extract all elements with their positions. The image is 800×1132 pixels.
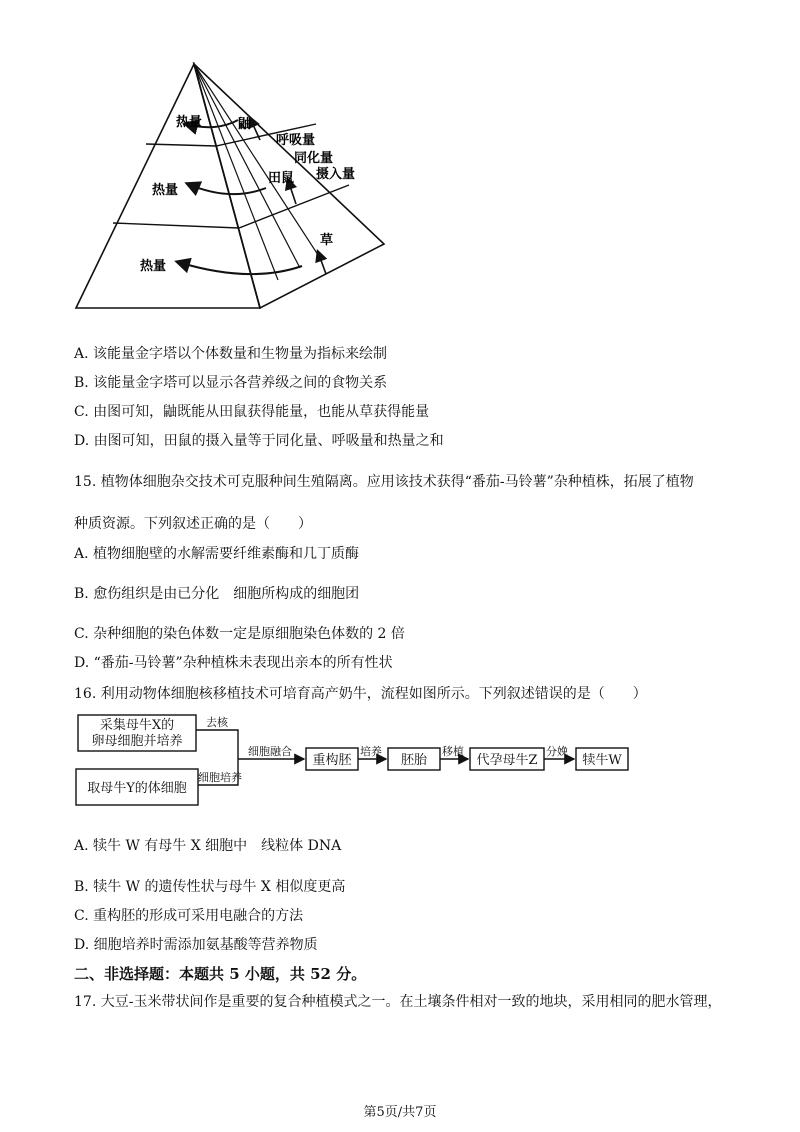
label-heat-middle: 热量 [152, 183, 179, 198]
flow-text-box5: 代孕母牛Z [476, 753, 538, 768]
q16-option-a: A. 犊牛 W 有母牛 X 细胞中 线粒体 DNA [74, 838, 342, 854]
flow-text-box1-line2: 卵母细胞并培养 [91, 734, 183, 749]
q16-option-b: B. 犊牛 W 的遗传性状与母牛 X 相似度更高 [74, 879, 346, 895]
label-respiration: 呼吸量 [276, 133, 316, 148]
flow-line-enucleate [196, 730, 238, 759]
label-heat-bottom: 热量 [140, 259, 167, 274]
pyramid-outline [76, 64, 384, 308]
q15-option-d: D. “番茄-马铃薯”杂种植株未表现出亲本的所有性状 [74, 655, 393, 671]
energy-pyramid-figure [70, 62, 390, 318]
q14-option-a: A. 该能量金字塔以个体数量和生物量为指标来绘制 [74, 346, 388, 362]
flow-text-box1-line1: 采集母牛X的 [99, 718, 175, 733]
flow-label-enucleate: 去核 [206, 716, 228, 729]
q16-stem: 16. 利用动物体细胞核移植技术可培育高产奶牛，流程如图所示。下列叙述错误的是（ ） [74, 686, 647, 702]
nuclear-transfer-flowchart [70, 712, 640, 808]
flow-text-box3: 重构胚 [312, 753, 352, 768]
flow-label-transplant: 移植 [442, 745, 464, 758]
flow-label-fusion: 细胞融合 [248, 745, 292, 758]
q15-stem-line1: 15. 植物体细胞杂交技术可克服种间生殖隔离。应用该技术获得“番茄-马铃薯”杂种植株，拓展了植物 [74, 474, 694, 490]
flow-label-culture: 细胞培养 [198, 771, 242, 784]
q15-option-c: C. 杂种细胞的染色体数一定是原细胞染色体数的 2 倍 [74, 626, 405, 642]
q15-stem-line2: 种质资源。下列叙述正确的是（ ） [74, 516, 312, 532]
q15-option-b: B. 愈伤组织是由已分化 细胞所构成的细胞团 [74, 586, 360, 602]
section2-title: 二、非选择题：本题共 5 小题，共 52 分。 [74, 965, 367, 983]
q17-stem-line1: 17. 大豆-玉米带状间作是重要的复合种植模式之一。在土壤条件相对一致的地块，采用相同的肥水管理， [74, 994, 722, 1010]
pyramid-flow-lines [194, 64, 320, 280]
label-assimilation: 同化量 [294, 151, 334, 166]
q14-option-c: C. 由图可知，鼬既能从田鼠获得能量，也能从草获得能量 [74, 404, 430, 420]
q16-option-c: C. 重构胚的形成可采用电融合的方法 [74, 908, 304, 924]
label-weasel: 鼬 [238, 117, 252, 132]
label-heat-top: 热量 [176, 115, 203, 130]
flow-text-box6: 犊牛W [582, 753, 622, 768]
q15-option-a: A. 植物细胞壁的水解需要纤维素酶和几丁质酶 [74, 546, 360, 562]
label-grass: 草 [320, 233, 334, 248]
q16-option-d: D. 细胞培养时需添加氨基酸等营养物质 [74, 937, 318, 953]
flow-text-box2: 取母牛Y的体细胞 [87, 781, 187, 796]
label-intake: 摄入量 [316, 167, 356, 182]
label-vole: 田鼠 [268, 171, 295, 186]
flow-label-birth: 分娩 [546, 745, 568, 758]
flow-label-culture2: 培养 [360, 745, 382, 758]
page-number: 第5页/共7页 [363, 1105, 437, 1120]
flow-text-box4: 胚胎 [400, 753, 428, 768]
q14-option-d: D. 由图可知，田鼠的摄入量等于同化量、呼吸量和热量之和 [74, 433, 444, 449]
q14-option-b: B. 该能量金字塔可以显示各营养级之间的食物关系 [74, 375, 388, 391]
